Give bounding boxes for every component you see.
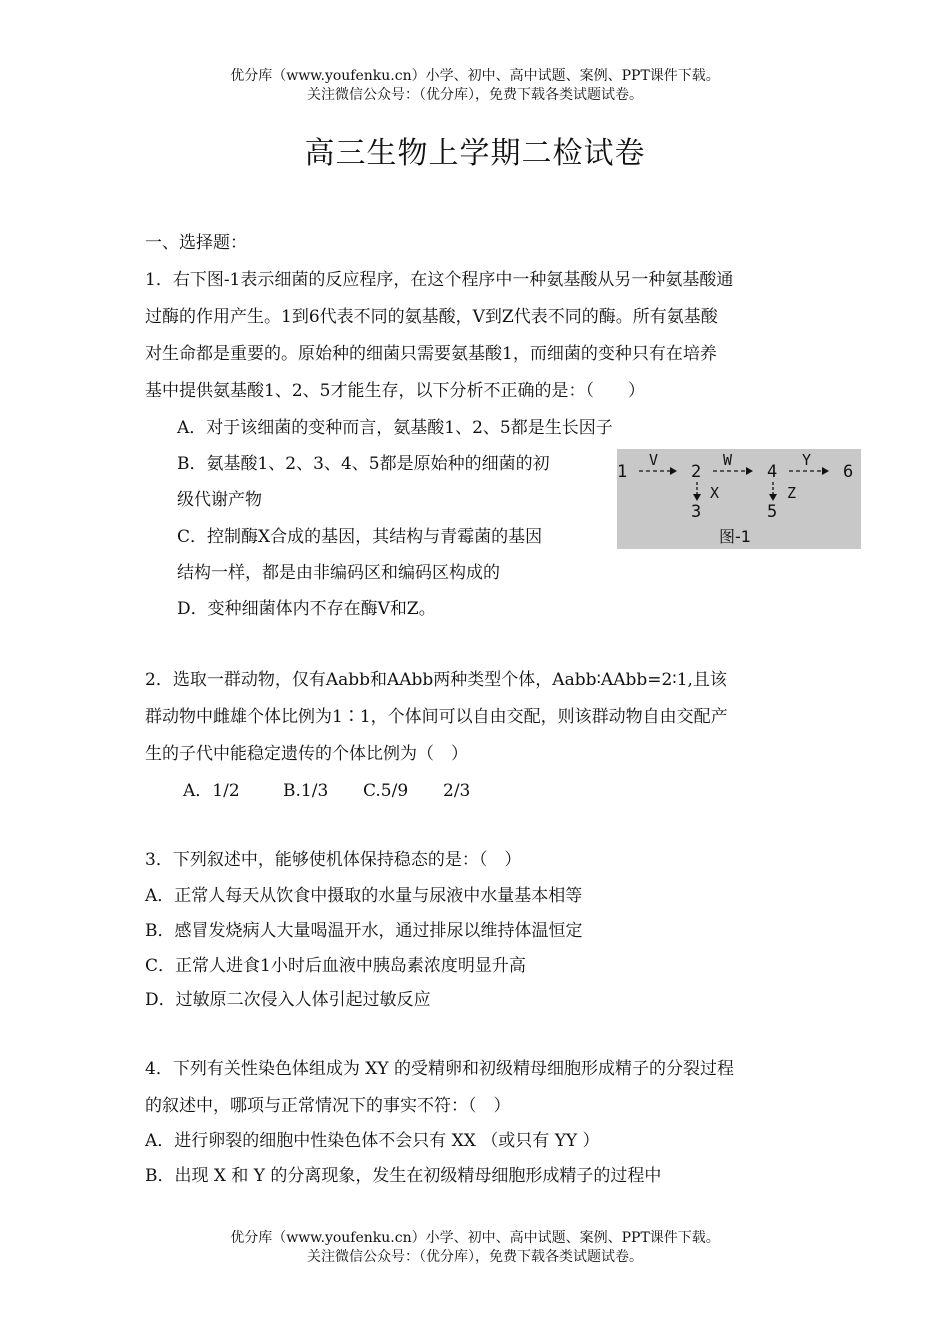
q3-option-c: C．正常人进食1小时后血液中胰岛素浓度明显升高 <box>145 956 526 976</box>
q2-stem-line-3: 生的子代中能稳定遗传的个体比例为（ ） <box>145 744 468 764</box>
q1-stem-line-2: 过酶的作用产生。1到6代表不同的氨基酸，V到Z代表不同的酶。所有氨基酸 <box>145 307 718 327</box>
q1-stem-line-4: 基中提供氨基酸1、2、5才能生存，以下分析不正确的是：（ ） <box>145 381 645 401</box>
node-2: 2 <box>691 462 702 482</box>
q3-stem: 3．下列叙述中，能够使机体保持稳态的是：（ ） <box>145 850 522 870</box>
arrow-4-to-5 <box>769 482 777 501</box>
q1-stem-line-3: 对生命都是重要的。原始种的细菌只需要氨基酸1，而细菌的变种只有在培养 <box>145 344 717 364</box>
arrow-2-to-4 <box>713 467 753 475</box>
q4-option-a: A．进行卵裂的细胞中性染色体不会只有 XX （或只有 YY ） <box>145 1131 600 1151</box>
node-1: 1 <box>617 462 628 482</box>
q1-option-c-line-2: 结构一样，都是由非编码区和编码区构成的 <box>177 563 500 583</box>
enzyme-v: V <box>649 451 659 469</box>
enzyme-w: W <box>723 451 733 469</box>
q2-stem-line-1: 2．选取一群动物，仅有Aabb和AAbb两种类型个体，Aabb∶AAbb=2∶1,且该 <box>145 670 727 690</box>
header-line-2: 关注微信公众号：（优分库），免费下载各类试题试卷。 <box>307 87 643 103</box>
q1-option-b-line-2: 级代谢产物 <box>177 490 262 510</box>
q1-option-c-line-1: C．控制酶X合成的基因，其结构与青霉菌的基因 <box>177 527 543 547</box>
section-heading: 一、选择题： <box>145 233 247 253</box>
enzyme-z: Z <box>787 484 797 502</box>
figure-caption: 图-1 <box>719 527 751 546</box>
q1-option-a: A．对于该细菌的变种而言，氨基酸1、2、5都是生长因子 <box>177 418 613 438</box>
enzyme-y: Y <box>802 451 812 469</box>
figure-1-reaction-diagram <box>617 449 861 549</box>
q2-option-c: C.5/9 <box>363 781 409 801</box>
page-title: 高三生物上学期二检试卷 <box>304 136 646 171</box>
q2-option-a: A．1/2 <box>183 781 240 801</box>
enzyme-x: X <box>710 484 720 502</box>
q2-stem-line-2: 群动物中雌雄个体比例为1∶1，个体间可以自由交配，则该群动物自由交配产 <box>145 707 728 727</box>
arrow-2-to-3 <box>693 482 701 501</box>
node-4: 4 <box>767 462 778 482</box>
q1-stem-line-1: 1．右下图-1表示细菌的反应程序，在这个程序中一种氨基酸从另一种氨基酸通 <box>145 270 734 290</box>
q2-option-d: 2/3 <box>443 781 471 801</box>
header-line-1: 优分库（www.youfenku.cn）小学、初中、高中试题、案例、PPT课件下载。 <box>230 68 720 84</box>
q4-stem-line-1: 4．下列有关性染色体组成为 XY 的受精卵和初级精母细胞形成精子的分裂过程 <box>145 1059 734 1079</box>
q1-option-b-line-1: B．氨基酸1、2、3、4、5都是原始种的细菌的初 <box>177 454 550 474</box>
q3-option-a: A．正常人每天从饮食中摄取的水量与尿液中水量基本相等 <box>145 886 583 906</box>
q1-option-d: D．变种细菌体内不存在酶V和Z。 <box>177 599 436 619</box>
q3-option-b: B．感冒发烧病人大量喝温开水，通过排尿以维持体温恒定 <box>145 921 583 941</box>
q3-option-d: D．过敏原二次侵入人体引起过敏反应 <box>145 990 431 1010</box>
q2-option-b: B.1/3 <box>283 781 329 801</box>
q4-option-b: B．出现 X 和 Y 的分离现象，发生在初级精母细胞形成精子的过程中 <box>145 1166 662 1186</box>
footer-line-2: 关注微信公众号：（优分库），免费下载各类试题试卷。 <box>307 1249 643 1265</box>
node-6: 6 <box>843 462 854 482</box>
q4-stem-line-2: 的叙述中，哪项与正常情况下的事实不符：（ ） <box>145 1096 511 1116</box>
node-3: 3 <box>691 502 702 522</box>
node-5: 5 <box>767 502 778 522</box>
footer-line-1: 优分库（www.youfenku.cn）小学、初中、高中试题、案例、PPT课件下载。 <box>230 1230 720 1246</box>
